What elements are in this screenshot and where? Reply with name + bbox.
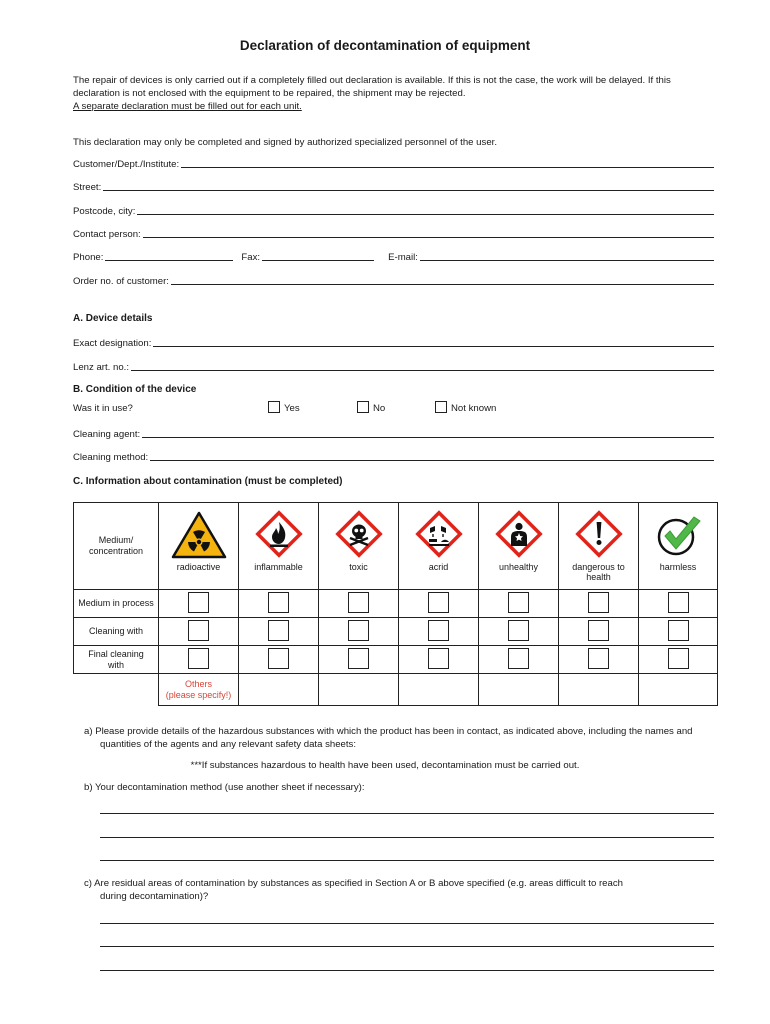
intro-line-3: A separate declaration must be filled out for each unit. — [73, 101, 302, 112]
postcode-field[interactable] — [73, 203, 714, 217]
medium-concentration-cell — [74, 503, 159, 590]
order-line[interactable] — [171, 274, 714, 285]
others-input-dangerous[interactable] — [559, 674, 639, 706]
flame-icon — [254, 509, 304, 559]
others-label-2: (please specify!) — [165, 689, 232, 700]
question-a-line-1: a) Please provide details of the hazardous substances with which the product has been in contact, as indicated above, including the names and — [84, 726, 693, 737]
yes-checkbox[interactable] — [268, 401, 280, 413]
symbol-row — [74, 503, 718, 590]
symbol-label-dangerous-to-health: dangerous to health — [572, 562, 625, 582]
cell — [639, 590, 718, 618]
cell — [559, 618, 639, 646]
street-line[interactable] — [103, 180, 714, 191]
contact-field[interactable] — [73, 226, 714, 240]
medium-label-2: concentration — [88, 546, 144, 556]
checkbox-cleaning-inflammable[interactable] — [268, 620, 289, 641]
symbol-label-acrid: acrid — [428, 562, 449, 572]
email-label: E-mail: — [388, 252, 418, 263]
answer-line-c-3[interactable] — [100, 970, 714, 971]
others-row — [74, 674, 718, 706]
postcode-line[interactable] — [137, 204, 714, 215]
toxic-cell — [319, 503, 399, 590]
cleaning-agent-line[interactable] — [142, 427, 714, 438]
street-field[interactable] — [73, 179, 714, 193]
cell — [559, 646, 639, 674]
others-input-acrid[interactable] — [399, 674, 479, 706]
others-input-toxic[interactable] — [319, 674, 399, 706]
cell — [319, 618, 399, 646]
question-a — [84, 725, 724, 751]
checkbox-final-inflammable[interactable] — [268, 648, 289, 669]
radioactive-icon — [171, 511, 227, 559]
radioactive-cell — [159, 503, 239, 590]
cell — [639, 618, 718, 646]
answer-line-b-1[interactable] — [100, 813, 714, 814]
contact-line[interactable] — [143, 227, 714, 238]
checkbox-medium-acrid[interactable] — [428, 592, 449, 613]
section-a-heading: A. Device details — [73, 313, 153, 324]
fax-line[interactable] — [262, 250, 374, 261]
fax-label: Fax: — [241, 252, 261, 263]
cell — [239, 618, 319, 646]
art-no-line[interactable] — [131, 360, 714, 371]
contact-label: Contact person: — [73, 229, 141, 240]
order-field[interactable] — [73, 273, 714, 287]
others-input-unhealthy[interactable] — [479, 674, 559, 706]
empty-corner — [74, 674, 159, 706]
checkbox-final-radioactive[interactable] — [188, 648, 209, 669]
checkbox-final-acrid[interactable] — [428, 648, 449, 669]
answer-line-c-2[interactable] — [100, 946, 714, 947]
intro-line-2: declaration is not enclosed with the equipment to be repaired, the shipment may be rejected. — [73, 88, 466, 99]
row-label-cleaning-with: Cleaning with — [74, 618, 159, 646]
checkbox-medium-toxic[interactable] — [348, 592, 369, 613]
checkbox-final-toxic[interactable] — [348, 648, 369, 669]
designation-label: Exact designation: — [73, 338, 152, 349]
checkbox-cleaning-harmless[interactable] — [668, 620, 689, 641]
checkbox-final-unhealthy[interactable] — [508, 648, 529, 669]
cleaning-agent-label: Cleaning agent: — [73, 429, 141, 440]
no-checkbox[interactable] — [357, 401, 369, 413]
no-label: No — [373, 403, 386, 414]
cell — [479, 618, 559, 646]
question-c-line-1: c) Are residual areas of contamination by substances as specified in Section A or B above specified (e.g. areas difficult to reach — [84, 878, 623, 889]
art-no-field[interactable] — [73, 359, 714, 373]
not-known-label: Not known — [451, 403, 497, 414]
question-c-line-2: during decontamination)? — [100, 891, 209, 902]
phone-line[interactable] — [105, 250, 233, 261]
intro-line-1: The repair of devices is only carried out if a completely filled out declaration is available. If this is not the case, the work will be delayed. If this — [73, 75, 671, 86]
street-label: Street: — [73, 182, 102, 193]
yes-label: Yes — [284, 403, 300, 414]
unhealthy-cell — [479, 503, 559, 590]
exclamation-icon — [574, 509, 624, 559]
medium-label-1: Medium/ — [98, 535, 134, 545]
checkbox-medium-harmless[interactable] — [668, 592, 689, 613]
row-label-medium-in-process: Medium in process — [74, 590, 159, 618]
cell — [639, 646, 718, 674]
cell — [399, 618, 479, 646]
cleaning-method-field[interactable] — [73, 449, 714, 463]
answer-line-c-1[interactable] — [100, 923, 714, 924]
designation-line[interactable] — [153, 336, 714, 347]
others-label-cell — [159, 674, 239, 706]
medium-in-process-row — [74, 590, 718, 618]
symbol-label-unhealthy: unhealthy — [498, 562, 539, 572]
others-input-inflammable[interactable] — [239, 674, 319, 706]
authorized-note: This declaration may only be completed and signed by authorized specialized personnel of the user. — [73, 137, 497, 148]
checkbox-medium-inflammable[interactable] — [268, 592, 289, 613]
checkbox-medium-radioactive[interactable] — [188, 592, 209, 613]
cell — [399, 646, 479, 674]
postcode-label: Postcode, city: — [73, 206, 136, 217]
cell — [159, 590, 239, 618]
cell — [399, 590, 479, 618]
phone-fax-email-row — [73, 249, 714, 263]
skull-icon — [334, 509, 384, 559]
harmless-cell — [639, 503, 718, 590]
customer-dept-label: Customer/Dept./Institute: — [73, 159, 180, 170]
checkbox-final-harmless[interactable] — [668, 648, 689, 669]
customer-dept-field[interactable] — [73, 156, 714, 170]
acrid-cell — [399, 503, 479, 590]
inflammable-cell — [239, 503, 319, 590]
cell — [159, 646, 239, 674]
checkbox-cleaning-dangerous[interactable] — [588, 620, 609, 641]
cleaning-method-label: Cleaning method: — [73, 452, 149, 463]
phone-label: Phone: — [73, 252, 104, 263]
health-hazard-icon — [494, 509, 544, 559]
question-b: b) Your decontamination method (use another sheet if necessary): — [84, 782, 365, 793]
answer-line-b-3[interactable] — [100, 860, 714, 861]
hazard-note: ***If substances hazardous to health have been used, decontamination must be carried out. — [190, 760, 580, 771]
answer-line-b-2[interactable] — [100, 837, 714, 838]
cleaning-with-row — [74, 618, 718, 646]
not-known-checkbox[interactable] — [435, 401, 447, 413]
cell — [559, 590, 639, 618]
corrosive-icon — [414, 509, 464, 559]
question-a-line-2: quantities of the agents and any relevant safety data sheets: — [100, 739, 357, 750]
symbol-label-toxic: toxic — [349, 562, 368, 572]
cell — [479, 590, 559, 618]
cell — [319, 590, 399, 618]
checkbox-cleaning-radioactive[interactable] — [188, 620, 209, 641]
symbol-label-harmless: harmless — [659, 562, 697, 572]
cleaning-method-line[interactable] — [150, 450, 714, 461]
checkmark-icon — [653, 509, 703, 559]
checkbox-final-dangerous[interactable] — [588, 648, 609, 669]
checkbox-medium-dangerous[interactable] — [588, 592, 609, 613]
cell — [479, 646, 559, 674]
row-label-final-cleaning: Final cleaning with — [74, 646, 159, 674]
intro-text — [73, 74, 713, 113]
checkbox-cleaning-acrid[interactable] — [428, 620, 449, 641]
art-no-label: Lenz art. no.: — [73, 362, 129, 373]
contamination-table — [73, 502, 718, 706]
others-input-harmless[interactable] — [639, 674, 718, 706]
checkbox-cleaning-toxic[interactable] — [348, 620, 369, 641]
designation-field[interactable] — [73, 335, 714, 349]
order-label: Order no. of customer: — [73, 276, 169, 287]
checkbox-cleaning-unhealthy[interactable] — [508, 620, 529, 641]
dangerous-to-health-cell — [559, 503, 639, 590]
symbol-label-radioactive: radioactive — [176, 562, 221, 572]
customer-dept-line[interactable] — [181, 157, 714, 168]
in-use-label: Was it in use? — [73, 403, 133, 414]
email-line[interactable] — [420, 250, 714, 261]
page-title: Declaration of decontamination of equipment — [239, 38, 531, 53]
final-cleaning-row — [74, 646, 718, 674]
checkbox-medium-unhealthy[interactable] — [508, 592, 529, 613]
others-label-1: Others — [184, 678, 212, 689]
section-c-heading: C. Information about contamination (must be completed) — [73, 476, 343, 487]
cell — [159, 618, 239, 646]
cleaning-agent-field[interactable] — [73, 426, 714, 440]
section-b-heading: B. Condition of the device — [73, 384, 197, 395]
cell — [319, 646, 399, 674]
cell — [239, 590, 319, 618]
symbol-label-inflammable: inflammable — [254, 562, 303, 572]
question-c — [84, 877, 724, 903]
cell — [239, 646, 319, 674]
